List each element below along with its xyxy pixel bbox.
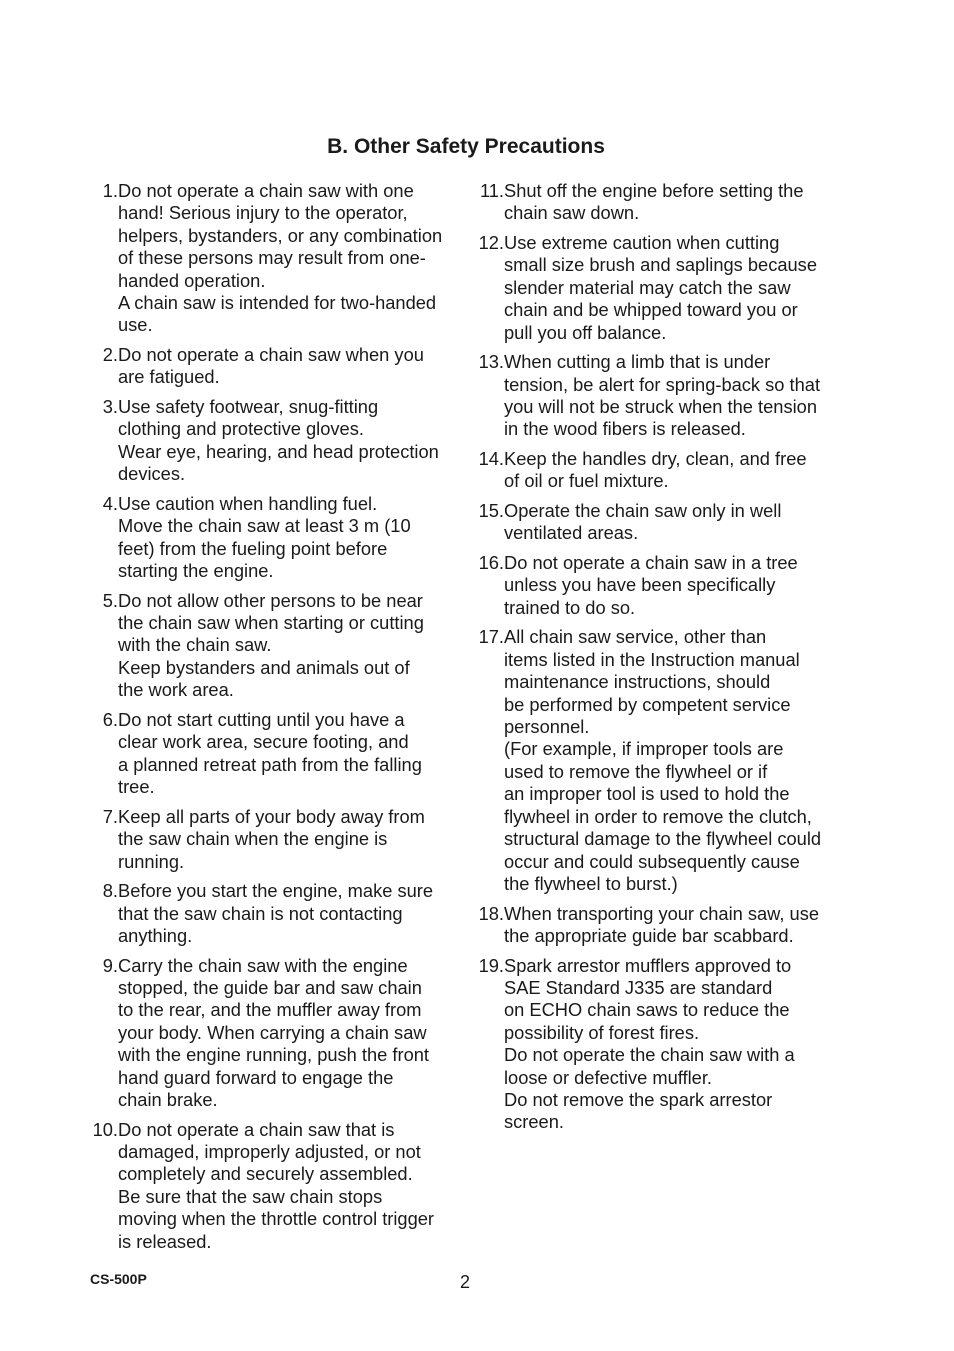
item-paragraph	[118, 1186, 460, 1253]
item-text-line: the appropriate guide bar scabbard.	[504, 924, 794, 946]
item-text-line: When cutting a limb that is under	[504, 351, 771, 373]
item-text-line: Do not operate a chain saw that is	[118, 1118, 395, 1140]
item-text-line: an improper tool is used to hold the	[504, 783, 790, 805]
item-text-line: possibility of forest fires.	[504, 1021, 700, 1043]
item-text-line: on ECHO chain saws to reduce the	[504, 999, 790, 1021]
item-text-line: structural damage to the flywheel could	[504, 828, 822, 850]
item-text-line: the work area.	[118, 679, 234, 701]
item-paragraph	[504, 738, 846, 895]
item-number: 17.	[478, 626, 504, 648]
item-text-line: in the wood fibers is released.	[504, 418, 746, 440]
list-item	[90, 880, 460, 947]
item-text-line: starting the engine.	[118, 560, 274, 582]
item-text-line: be performed by competent service	[504, 693, 791, 715]
item-paragraph	[504, 180, 846, 225]
item-paragraph	[118, 880, 460, 947]
item-text-line: Carry the chain saw with the engine	[118, 954, 408, 976]
item-number: 16.	[478, 552, 504, 574]
item-text-line: handed operation.	[118, 269, 266, 291]
item-text-line: hand! Serious injury to the operator,	[118, 202, 408, 224]
item-text-line: Do not operate the chain saw with a	[504, 1044, 795, 1066]
item-text-line: Do not operate a chain saw when you	[118, 344, 424, 366]
item-number: 8.	[102, 880, 118, 902]
item-paragraph	[118, 344, 460, 389]
item-paragraph	[118, 493, 460, 515]
item-text-line: Before you start the engine, make sure	[118, 880, 434, 902]
item-text-line: completely and securely assembled.	[118, 1163, 413, 1185]
item-text-line: pull you off balance.	[504, 321, 667, 343]
item-text-line: to the rear, and the muffler away from	[118, 999, 422, 1021]
item-text-line: Use extreme caution when cutting	[504, 232, 780, 253]
item-text-line: clear work area, secure footing, and	[118, 731, 409, 753]
item-text-line: Do not allow other persons to be near	[118, 589, 423, 611]
list-item	[476, 180, 846, 225]
list-item	[476, 448, 846, 493]
item-paragraph	[504, 500, 846, 545]
item-text-line: slender material may catch the saw	[504, 276, 791, 298]
item-text-line: with the engine running, push the front	[118, 1044, 429, 1066]
item-text-line: flywheel in order to remove the clutch,	[504, 805, 812, 827]
item-paragraph	[504, 232, 846, 344]
item-text-line: Move the chain saw at least 3 m (10	[118, 515, 411, 537]
item-text-line: loose or defective muffler.	[504, 1066, 712, 1088]
item-text-line: is released.	[118, 1230, 212, 1252]
list-item	[476, 626, 846, 895]
item-text-line: maintenance instructions, should	[504, 671, 771, 693]
item-text-line: unless you have been specifically	[504, 574, 776, 596]
item-number: 12.	[478, 232, 504, 253]
item-number: 18.	[478, 902, 504, 924]
item-text-line: Do not start cutting until you have a	[118, 708, 405, 730]
item-text-line: SAE Standard J335 are standard	[504, 976, 773, 998]
item-text-line: you will not be struck when the tension	[504, 396, 817, 418]
item-text-line: the flywheel to burst.)	[504, 872, 678, 894]
list-item	[90, 344, 460, 389]
item-text-line: damaged, improperly adjusted, or not	[118, 1140, 421, 1162]
item-number: 3.	[102, 396, 118, 418]
item-number: 10.	[92, 1118, 118, 1140]
item-text-line: that the saw chain is not contacting	[118, 902, 403, 924]
item-text-line: Be sure that the saw chain stops	[118, 1185, 383, 1207]
item-text-line: the chain saw when starting or cutting	[118, 612, 424, 634]
item-text-line: Do not remove the spark arrestor	[504, 1088, 773, 1110]
list-item	[90, 709, 460, 799]
item-paragraph	[118, 292, 460, 337]
item-text-line: hand guard forward to engage the	[118, 1066, 394, 1088]
item-paragraph	[118, 515, 460, 582]
item-paragraph	[118, 590, 460, 657]
list-item	[476, 552, 846, 619]
item-text-line: Do not operate a chain saw in a tree	[504, 552, 798, 574]
list-item	[90, 806, 460, 873]
item-text-line: (For example, if improper tools are	[504, 738, 784, 760]
item-text-line: running.	[118, 850, 185, 872]
item-text-line: All chain saw service, other than	[504, 626, 767, 648]
item-text-line: Keep the handles dry, clean, and free	[504, 448, 807, 470]
item-number: 4.	[102, 492, 118, 514]
item-text-line: tree.	[118, 776, 155, 798]
item-text-line: Keep bystanders and animals out of	[118, 656, 410, 678]
page-number: 2	[459, 1272, 470, 1292]
item-text-line: are fatigued.	[118, 366, 220, 388]
item-number: 13.	[478, 351, 504, 373]
item-text-line: items listed in the Instruction manual	[504, 648, 800, 670]
item-text-line: Shut off the engine before setting the	[504, 180, 804, 201]
item-number: 2.	[102, 344, 118, 366]
list-item	[90, 493, 460, 583]
item-number: 19.	[478, 954, 504, 976]
item-text-line: personnel.	[504, 716, 590, 738]
item-text-line: Spark arrestor mufflers approved to	[504, 954, 792, 976]
item-text-line: chain saw down.	[504, 202, 640, 224]
list-item	[476, 955, 846, 1134]
item-text-line: your body. When carrying a chain saw	[118, 1021, 427, 1043]
item-paragraph	[504, 351, 846, 441]
right-column	[476, 180, 846, 1141]
item-text-line: moving when the throttle control trigger	[118, 1208, 435, 1230]
item-text-line: devices.	[118, 463, 186, 485]
item-text-line: with the chain saw.	[118, 634, 272, 656]
item-text-line: of these persons may result from one-	[118, 247, 426, 269]
item-text-line: Keep all parts of your body away from	[118, 805, 425, 827]
item-paragraph	[504, 1089, 846, 1134]
item-number: 9.	[102, 954, 118, 976]
item-text-line: When transporting your chain saw, use	[504, 902, 820, 924]
list-item	[90, 396, 460, 486]
item-text-line: clothing and protective gloves.	[118, 418, 364, 440]
item-paragraph	[504, 955, 846, 1045]
item-text-line: of oil or fuel mixture.	[504, 470, 669, 492]
item-text-line: tension, be alert for spring-back so that	[504, 373, 821, 395]
list-item	[476, 351, 846, 441]
item-text-line: occur and could subsequently cause	[504, 850, 800, 872]
item-text-line: ventilated areas.	[504, 522, 639, 544]
item-text-line: chain and be whipped toward you or	[504, 299, 798, 321]
item-text-line: chain brake.	[118, 1088, 218, 1110]
item-text-line: Use safety footwear, snug-fitting	[118, 396, 379, 418]
item-text-line: the saw chain when the engine is	[118, 828, 388, 850]
item-number: 6.	[102, 708, 118, 730]
item-number: 14.	[478, 448, 504, 470]
item-text-line: screen.	[504, 1111, 564, 1133]
page-title: B. Other Safety Precautions	[327, 135, 605, 158]
list-item	[476, 903, 846, 948]
item-text-line: Do not operate a chain saw with one	[118, 180, 414, 201]
item-text-line: Operate the chain saw only in well	[504, 500, 782, 522]
item-paragraph	[118, 396, 460, 441]
item-text-line: A chain saw is intended for two-handed	[118, 292, 437, 314]
item-paragraph	[504, 903, 846, 948]
item-text-line: a planned retreat path from the falling	[118, 753, 422, 775]
item-number: 5.	[102, 589, 118, 611]
list-item	[90, 955, 460, 1112]
model-number: CS-500P	[90, 1271, 147, 1287]
list-item	[476, 500, 846, 545]
item-text-line: small size brush and saplings because	[504, 254, 817, 276]
item-paragraph	[118, 806, 460, 873]
item-text-line: trained to do so.	[504, 596, 636, 618]
item-text-line: Wear eye, hearing, and head protection	[118, 440, 439, 462]
item-paragraph	[118, 1119, 460, 1186]
item-text-line: helpers, bystanders, or any combination	[118, 224, 443, 246]
item-number: 7.	[102, 805, 118, 827]
item-text-line: use.	[118, 314, 153, 336]
item-text-line: used to remove the flywheel or if	[504, 760, 768, 782]
item-number: 15.	[478, 500, 504, 522]
item-paragraph	[118, 955, 460, 1112]
item-paragraph	[504, 1044, 846, 1089]
item-number: 11.	[479, 180, 504, 201]
list-item	[90, 590, 460, 702]
item-paragraph	[504, 448, 846, 493]
list-item	[90, 1119, 460, 1253]
item-number: 1.	[102, 180, 118, 201]
item-paragraph	[118, 441, 460, 486]
item-text-line: anything.	[118, 924, 193, 946]
item-paragraph	[118, 709, 460, 799]
item-text-line: Use caution when handling fuel.	[118, 492, 378, 514]
list-item	[476, 232, 846, 344]
list-item	[90, 180, 460, 337]
item-paragraph	[504, 626, 846, 738]
item-paragraph	[118, 657, 460, 702]
item-paragraph	[504, 552, 846, 619]
item-paragraph	[118, 180, 460, 292]
left-column	[90, 180, 460, 1260]
item-text-line: feet) from the fueling point before	[118, 537, 388, 559]
item-text-line: stopped, the guide bar and saw chain	[118, 976, 422, 998]
